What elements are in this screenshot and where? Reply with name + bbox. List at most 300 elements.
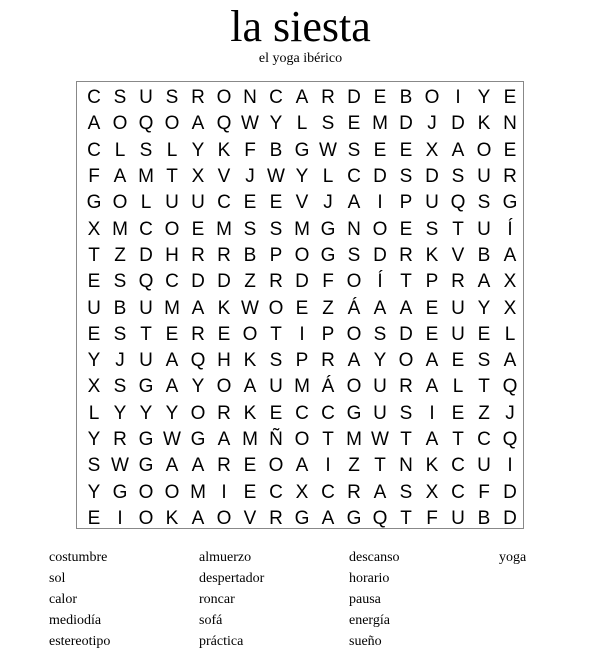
- grid-row: [81, 243, 523, 269]
- grid-letter: C: [87, 87, 101, 109]
- grid-letter: V: [295, 192, 309, 214]
- grid-letter: P: [399, 192, 413, 214]
- grid-letter: Á: [321, 376, 335, 398]
- grid-letter: G: [138, 455, 154, 477]
- grid-letter: R: [217, 244, 231, 266]
- word-item: energía: [349, 613, 390, 628]
- word-item: sol: [49, 571, 66, 586]
- grid-letter: F: [322, 271, 334, 293]
- grid-letter: S: [477, 192, 491, 214]
- grid-letter: Í: [377, 271, 383, 293]
- grid-letter: Y: [191, 139, 205, 161]
- grid-letter: G: [112, 481, 128, 503]
- grid-letter: J: [115, 350, 125, 372]
- grid-letter: A: [477, 271, 491, 293]
- grid-letter: C: [87, 139, 101, 161]
- word-item: calor: [49, 592, 77, 607]
- grid-letter: B: [399, 87, 413, 109]
- grid-letter: A: [295, 87, 309, 109]
- grid-letter: Y: [477, 87, 491, 109]
- grid-letter: O: [216, 87, 232, 109]
- grid-letter: T: [322, 429, 334, 450]
- grid-letter: O: [398, 350, 414, 372]
- word-column: [199, 547, 339, 652]
- grid-letter: T: [400, 507, 412, 529]
- grid-letter: E: [87, 323, 101, 345]
- word-column: [49, 547, 189, 652]
- grid-letter: A: [165, 455, 179, 477]
- grid-letter: E: [399, 139, 413, 161]
- grid-letter: C: [321, 481, 335, 503]
- grid-letter: O: [216, 507, 232, 529]
- grid-letter: M: [294, 218, 310, 240]
- grid-letter: G: [86, 192, 102, 214]
- grid-letter: O: [112, 113, 128, 135]
- grid-letter: J: [505, 402, 515, 424]
- grid-letter: O: [476, 139, 492, 161]
- word-item: yoga: [499, 550, 527, 565]
- grid-letter: N: [347, 218, 361, 240]
- grid-letter: G: [294, 139, 310, 161]
- grid-letter: Q: [216, 113, 232, 135]
- grid-letter: U: [451, 507, 465, 529]
- grid-letter: A: [373, 481, 387, 503]
- grid-row: [81, 453, 523, 479]
- grid-letter: X: [503, 297, 517, 319]
- grid-letter: V: [217, 166, 231, 188]
- grid-letter: X: [425, 481, 439, 503]
- grid-letter: R: [399, 244, 413, 266]
- grid-letter: C: [269, 87, 283, 109]
- grid-letter: B: [243, 244, 257, 266]
- grid-letter: I: [299, 323, 305, 345]
- grid-letter: Z: [244, 271, 256, 293]
- word-column: [349, 547, 489, 652]
- grid-letter: A: [191, 455, 205, 477]
- grid-letter: A: [425, 376, 439, 398]
- grid-letter: O: [216, 376, 232, 398]
- grid-letter: I: [117, 507, 123, 529]
- word-item: horario: [349, 571, 390, 586]
- grid-letter: U: [139, 87, 153, 109]
- grid-letter: C: [321, 402, 335, 424]
- grid-letter: A: [113, 166, 127, 188]
- grid-letter: Q: [502, 429, 518, 450]
- grid-letter: U: [477, 166, 491, 188]
- grid-letter: O: [346, 271, 362, 293]
- grid-letter: X: [503, 271, 517, 293]
- grid-letter: T: [400, 271, 412, 293]
- grid-letter: D: [347, 87, 361, 109]
- grid-letter: A: [243, 376, 257, 398]
- grid-letter: E: [217, 323, 231, 345]
- grid-letter: T: [478, 376, 490, 398]
- grid-letter: E: [243, 481, 257, 503]
- grid-letter: E: [451, 350, 465, 372]
- grid-letter: R: [269, 507, 283, 529]
- grid-letter: T: [140, 323, 152, 345]
- grid-letter: A: [217, 429, 231, 450]
- grid-letter: R: [451, 271, 465, 293]
- grid-letter: D: [373, 166, 387, 188]
- grid-letter: K: [477, 113, 491, 135]
- grid-letter: R: [191, 87, 205, 109]
- grid-letter: L: [114, 139, 126, 161]
- grid-letter: S: [113, 271, 127, 293]
- grid-letter: K: [425, 244, 439, 266]
- grid-letter: A: [191, 297, 205, 319]
- grid-letter: G: [320, 218, 336, 240]
- grid-letter: L: [504, 323, 516, 345]
- grid-letter: O: [242, 323, 258, 345]
- grid-letter: S: [139, 139, 153, 161]
- grid-letter: U: [191, 192, 205, 214]
- grid-letter: A: [451, 139, 465, 161]
- grid-letter: S: [399, 402, 413, 424]
- grid-row: [81, 85, 523, 111]
- grid-letter: Q: [450, 192, 466, 214]
- grid-letter: Z: [478, 402, 490, 424]
- grid-letter: R: [321, 87, 335, 109]
- grid-letter: I: [507, 455, 513, 477]
- grid-letter: W: [111, 455, 129, 477]
- grid-letter: B: [477, 244, 491, 266]
- word-item: estereotipo: [49, 634, 111, 649]
- grid-letter: Y: [269, 113, 283, 135]
- grid-letter: A: [321, 507, 335, 529]
- grid-letter: M: [294, 376, 310, 398]
- grid-letter: S: [451, 166, 465, 188]
- grid-letter: Y: [165, 402, 179, 424]
- grid-letter: D: [451, 113, 465, 135]
- grid-letter: O: [268, 297, 284, 319]
- grid-letter: Á: [347, 297, 361, 319]
- grid-letter: U: [373, 376, 387, 398]
- grid-letter: F: [244, 139, 256, 161]
- grid-letter: H: [165, 244, 179, 266]
- grid-letter: S: [373, 323, 387, 345]
- grid-letter: D: [503, 481, 517, 503]
- grid-letter: C: [295, 402, 309, 424]
- grid-letter: A: [503, 244, 517, 266]
- grid-letter: O: [190, 402, 206, 424]
- grid-letter: C: [477, 429, 491, 450]
- grid-letter: W: [267, 166, 285, 188]
- grid-letter: Y: [477, 297, 491, 319]
- word-column: [499, 547, 601, 568]
- grid-letter: K: [217, 297, 231, 319]
- grid-letter: X: [425, 139, 439, 161]
- grid-letter: C: [217, 192, 231, 214]
- grid-letter: K: [243, 350, 257, 372]
- grid-letter: E: [503, 87, 517, 109]
- grid-letter: C: [347, 166, 361, 188]
- grid-letter: P: [295, 350, 309, 372]
- grid-letter: A: [347, 350, 361, 372]
- grid-letter: E: [87, 271, 101, 293]
- grid-letter: R: [217, 455, 231, 477]
- grid-letter: S: [477, 350, 491, 372]
- grid-letter: M: [190, 481, 206, 503]
- grid-letter: S: [165, 87, 179, 109]
- grid-letter: A: [191, 507, 205, 529]
- grid-letter: E: [165, 323, 179, 345]
- grid-letter: J: [323, 192, 333, 214]
- grid-letter: X: [191, 166, 205, 188]
- grid-letter: D: [425, 166, 439, 188]
- grid-letter: O: [424, 87, 440, 109]
- grid-letter: M: [138, 166, 154, 188]
- grid-letter: N: [399, 455, 413, 477]
- grid-letter: S: [87, 455, 101, 477]
- grid-letter: L: [140, 192, 152, 214]
- grid-row: [81, 216, 523, 242]
- grid-letter: O: [346, 323, 362, 345]
- grid-letter: G: [346, 402, 362, 424]
- grid-letter: D: [399, 323, 413, 345]
- grid-letter: L: [452, 376, 464, 398]
- grid-row: [81, 269, 523, 295]
- grid-letter: Y: [373, 350, 387, 372]
- grid-letter: G: [294, 507, 310, 529]
- grid-letter: M: [112, 218, 128, 240]
- grid-letter: Ñ: [269, 429, 283, 450]
- grid-letter: D: [191, 271, 205, 293]
- grid-letter: B: [477, 507, 491, 529]
- grid-letter: U: [139, 297, 153, 319]
- grid-letter: E: [191, 218, 205, 240]
- grid-letter: E: [243, 455, 257, 477]
- page-subtitle: el yoga ibérico: [258, 51, 343, 66]
- grid-letter: I: [377, 192, 383, 214]
- word-item: despertador: [199, 571, 265, 586]
- grid-letter: S: [347, 244, 361, 266]
- grid-letter: B: [113, 297, 127, 319]
- grid-letter: C: [451, 455, 465, 477]
- grid-letter: G: [502, 192, 518, 214]
- grid-letter: V: [243, 507, 257, 529]
- grid-letter: Y: [113, 402, 127, 424]
- grid-letter: Y: [191, 376, 205, 398]
- grid-letter: W: [371, 429, 389, 450]
- grid-letter: L: [88, 402, 100, 424]
- grid-letter: E: [425, 297, 439, 319]
- grid-letter: E: [399, 218, 413, 240]
- grid-letter: W: [319, 139, 337, 161]
- grid-row: [81, 164, 523, 190]
- grid-letter: O: [138, 507, 154, 529]
- grid-letter: G: [346, 507, 362, 529]
- grid-letter: Y: [139, 402, 153, 424]
- grid-letter: R: [217, 402, 231, 424]
- grid-letter: O: [294, 429, 310, 450]
- grid-letter: K: [243, 402, 257, 424]
- grid-letter: O: [346, 376, 362, 398]
- grid-letter: P: [425, 271, 439, 293]
- grid-letter: T: [452, 429, 464, 450]
- grid-letter: E: [373, 87, 387, 109]
- grid-letter: I: [325, 455, 331, 477]
- grid-letter: M: [372, 113, 388, 135]
- word-item: sofá: [199, 613, 223, 628]
- grid-letter: U: [269, 376, 283, 398]
- grid-letter: S: [269, 218, 283, 240]
- grid-letter: K: [165, 507, 179, 529]
- grid-letter: D: [503, 507, 517, 529]
- grid-letter: A: [425, 350, 439, 372]
- grid-letter: T: [270, 323, 282, 345]
- grid-letter: G: [138, 429, 154, 450]
- grid-letter: F: [88, 166, 100, 188]
- grid-row: [81, 190, 523, 216]
- word-item: sueño: [349, 634, 382, 649]
- grid-letter: Y: [87, 481, 101, 503]
- grid-letter: G: [320, 244, 336, 266]
- grid-letter: C: [451, 481, 465, 503]
- grid-letter: O: [372, 218, 388, 240]
- grid-row: [81, 401, 523, 427]
- grid-letter: E: [373, 139, 387, 161]
- grid-letter: T: [400, 429, 412, 450]
- grid-letter: W: [163, 429, 181, 450]
- grid-letter: S: [113, 87, 127, 109]
- grid-letter: A: [373, 297, 387, 319]
- grid-letter: O: [294, 244, 310, 266]
- grid-letter: R: [269, 271, 283, 293]
- grid-letter: C: [139, 218, 153, 240]
- grid-letter: T: [374, 455, 386, 477]
- grid-letter: F: [426, 507, 438, 529]
- grid-letter: U: [477, 455, 491, 477]
- grid-letter: A: [347, 192, 361, 214]
- grid-letter: Q: [372, 507, 388, 529]
- grid-letter: P: [269, 244, 283, 266]
- grid-letter: L: [322, 166, 334, 188]
- grid-letter: E: [269, 402, 283, 424]
- grid-letter: R: [347, 481, 361, 503]
- grid-letter: O: [164, 218, 180, 240]
- grid-letter: Y: [295, 166, 309, 188]
- grid-letter: T: [88, 244, 100, 266]
- grid-letter: A: [165, 350, 179, 372]
- grid-letter: J: [245, 166, 255, 188]
- grid-letter: D: [399, 113, 413, 135]
- grid-letter: G: [138, 376, 154, 398]
- grid-letter: A: [87, 113, 101, 135]
- grid-letter: W: [241, 113, 259, 135]
- word-item: práctica: [199, 634, 244, 649]
- grid-letter: I: [455, 87, 461, 109]
- grid-letter: D: [139, 244, 153, 266]
- page-title: la siesta: [230, 2, 371, 51]
- grid-letter: U: [425, 192, 439, 214]
- grid-letter: S: [269, 350, 283, 372]
- grid-letter: W: [241, 297, 259, 319]
- grid-letter: B: [269, 139, 283, 161]
- grid-letter: F: [478, 481, 490, 503]
- grid-letter: J: [427, 113, 437, 135]
- grid-letter: X: [87, 376, 101, 398]
- grid-letter: O: [138, 481, 154, 503]
- word-item: roncar: [199, 592, 235, 607]
- grid-letter: C: [165, 271, 179, 293]
- grid-letter: S: [113, 323, 127, 345]
- grid-letter: Y: [87, 350, 101, 372]
- grid-letter: A: [295, 455, 309, 477]
- grid-letter: R: [191, 323, 205, 345]
- grid-letter: R: [399, 376, 413, 398]
- grid-letter: A: [503, 350, 517, 372]
- grid-letter: I: [221, 481, 227, 503]
- grid-letter: M: [216, 218, 232, 240]
- grid-letter: I: [429, 402, 435, 424]
- grid-letter: T: [452, 218, 464, 240]
- grid-letter: S: [243, 218, 257, 240]
- grid-letter: S: [347, 139, 361, 161]
- grid-letter: O: [112, 192, 128, 214]
- grid-letter: E: [269, 192, 283, 214]
- grid-letter: A: [425, 429, 439, 450]
- grid-letter: O: [164, 481, 180, 503]
- grid-letter: E: [451, 402, 465, 424]
- grid-letter: Z: [348, 455, 360, 477]
- grid-letter: U: [165, 192, 179, 214]
- word-item: costumbre: [49, 550, 108, 565]
- grid-letter: M: [346, 429, 362, 450]
- grid-letter: S: [399, 481, 413, 503]
- grid-letter: R: [191, 244, 205, 266]
- grid-letter: Z: [114, 244, 126, 266]
- grid-letter: X: [87, 218, 101, 240]
- grid-letter: U: [451, 297, 465, 319]
- grid-letter: Í: [507, 218, 513, 240]
- grid-letter: N: [243, 87, 257, 109]
- grid-letter: O: [268, 455, 284, 477]
- grid-letter: D: [373, 244, 387, 266]
- grid-letter: S: [399, 166, 413, 188]
- grid-letter: R: [503, 166, 517, 188]
- grid-letter: E: [503, 139, 517, 161]
- grid-letter: U: [373, 402, 387, 424]
- grid-letter: Q: [138, 113, 154, 135]
- grid-letter: C: [269, 481, 283, 503]
- grid-letter: L: [296, 113, 308, 135]
- grid-letter: O: [164, 113, 180, 135]
- grid-letter: V: [451, 244, 465, 266]
- grid-letter: Q: [138, 271, 154, 293]
- grid-letter: P: [321, 323, 335, 345]
- grid-letter: E: [87, 507, 101, 529]
- grid-letter: L: [166, 139, 178, 161]
- grid-letter: T: [166, 166, 178, 188]
- grid-row: [81, 295, 523, 321]
- grid-letter: A: [399, 297, 413, 319]
- word-item: almuerzo: [199, 550, 252, 565]
- grid-letter: U: [87, 297, 101, 319]
- word-search-grid: [76, 81, 524, 529]
- grid-letter: R: [113, 429, 127, 450]
- grid-letter: Z: [322, 297, 334, 319]
- grid-row: [81, 322, 523, 348]
- grid-letter: A: [165, 376, 179, 398]
- grid-row: [81, 506, 523, 532]
- grid-letter: Y: [87, 429, 101, 450]
- grid-letter: X: [295, 481, 309, 503]
- grid-letter: Q: [502, 376, 518, 398]
- grid-letter: E: [295, 297, 309, 319]
- word-item: mediodía: [49, 613, 102, 628]
- grid-letter: E: [347, 113, 361, 135]
